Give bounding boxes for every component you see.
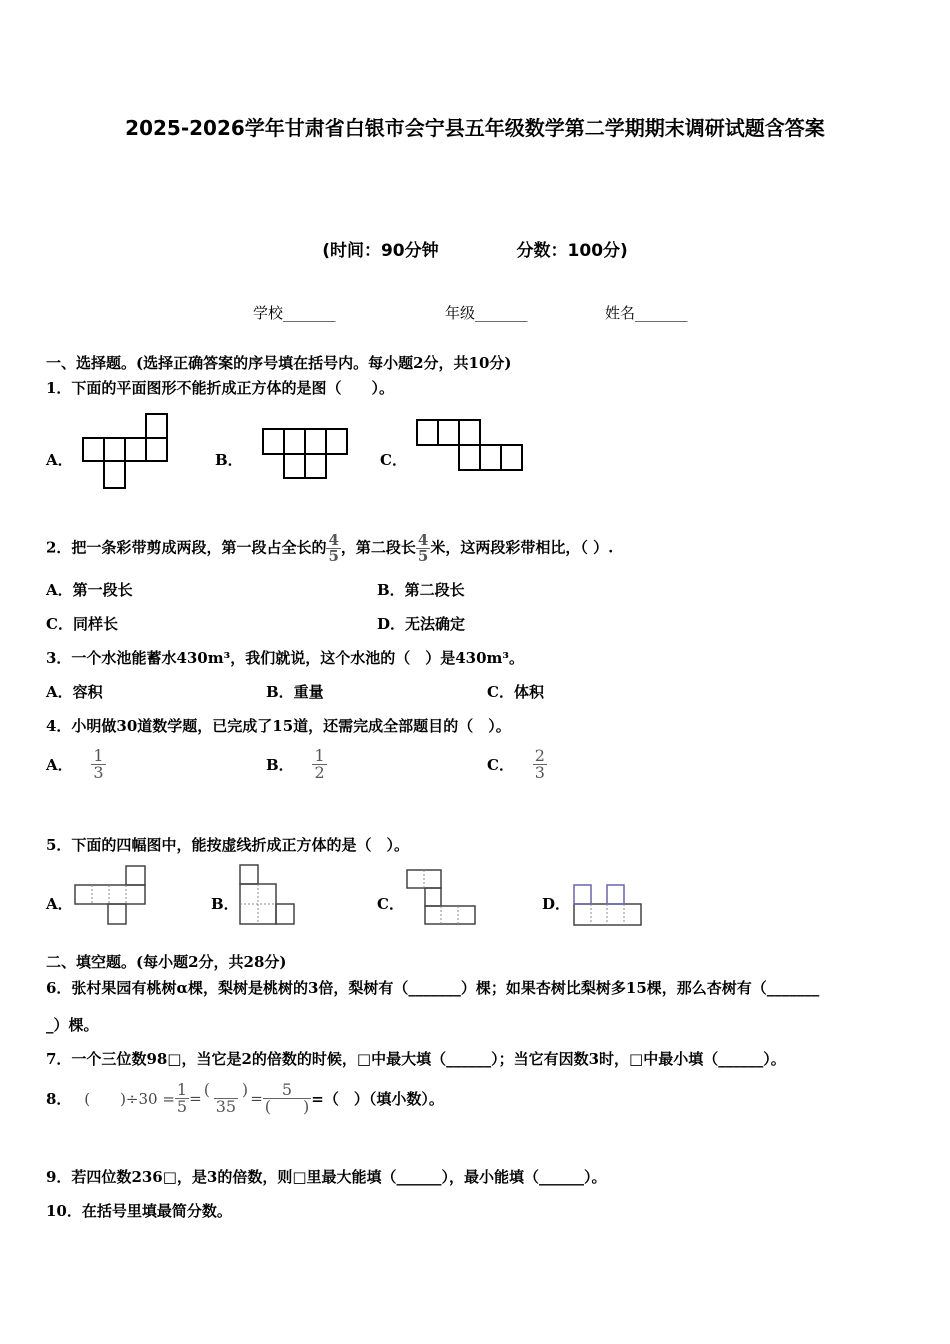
- q5-option-a[interactable]: A．: [46, 895, 73, 913]
- q7-text: 7．一个三位数98□，当它是2的倍数的时候，□中最大填（______）；当它有因数3时，□中最小填（______）。: [46, 1050, 786, 1068]
- q5-option-d[interactable]: D．: [542, 895, 571, 913]
- name-field[interactable]: 姓名_______: [605, 304, 688, 322]
- q4-option-a-fraction: $\frac{1}{3}$: [93, 746, 104, 782]
- exam-info: [0, 236, 950, 261]
- q8-lhs: ( )÷30 =: [84, 1090, 175, 1108]
- q5-option-b[interactable]: B．: [211, 895, 239, 913]
- q6-text-line2: _）棵。: [46, 1016, 99, 1034]
- q5-option-c[interactable]: C．: [377, 895, 404, 913]
- section2-heading: 二、填空题。(每小题2分，共28分): [46, 953, 287, 971]
- q1-option-a[interactable]: A．: [46, 451, 73, 469]
- q4-option-c-fraction: $\frac{2}{3}$: [534, 746, 545, 782]
- q2-text: [46, 533, 613, 564]
- q8-fraction-2: $\frac{( )}{35}$: [203, 1080, 249, 1116]
- exam-score: 分数：100分): [516, 241, 628, 261]
- q2-mid: ，第二段长: [340, 538, 416, 557]
- q2-option-c[interactable]: C．同样长: [46, 615, 118, 633]
- school-field[interactable]: 学校_______: [253, 304, 336, 322]
- q5-net-b: [239, 864, 297, 928]
- q4-option-b-fraction: $\frac{1}{2}$: [314, 746, 325, 782]
- q3-text: 3．一个水池能蓄水430m³，我们就说，这个水池的（ ）是430m³。: [46, 649, 524, 667]
- q4-option-a-label: A．: [46, 756, 73, 774]
- q8-fraction-3: $\frac{5}{( )}$: [264, 1080, 310, 1116]
- q8-equals-2: =: [250, 1089, 263, 1108]
- section1-heading: 一、选择题。(选择正确答案的序号填在括号内。每小题2分，共10分): [46, 354, 512, 372]
- q2-option-d[interactable]: D．无法确定: [377, 615, 466, 633]
- q5-net-d: [573, 882, 645, 928]
- q2-pre: 2．把一条彩带剪成两段，第一段占全长的: [46, 538, 327, 557]
- q9-text: 9．若四位数236□，是3的倍数，则□里最大能填（______），最小能填（______）。: [46, 1168, 607, 1186]
- q2-fraction-1: $\frac{4}{5}$: [328, 531, 339, 565]
- q5-text: 5．下面的四幅图中，能按虚线折成正方体的是（ ）。: [46, 836, 409, 854]
- q4-option-b-label: B．: [266, 756, 294, 774]
- q4-text: 4．小明做30道数学题，已完成了15道，还需完成全部题目的（ ）。: [46, 717, 511, 735]
- q1-option-b[interactable]: B．: [215, 451, 243, 469]
- q8-tail: =（ ）（填小数）。: [311, 1090, 444, 1108]
- q4-option-a[interactable]: [46, 748, 106, 781]
- q8-label: 8．: [46, 1090, 72, 1108]
- q10-text: 10．在括号里填最简分数。: [46, 1202, 232, 1220]
- q6-text-line1: 6．张村果园有桃树α棵，梨树是桃树的3倍，梨树有（_______）棵；如果杏树比梨树多15棵，那么杏树有（_______: [46, 979, 820, 997]
- q4-option-b[interactable]: [266, 748, 327, 781]
- q8-equals-1: =: [189, 1089, 202, 1108]
- q4-option-c[interactable]: [487, 748, 547, 781]
- q1-net-b: [262, 428, 352, 484]
- q1-option-c[interactable]: C．: [380, 451, 407, 469]
- q3-option-b[interactable]: B．重量: [266, 683, 324, 701]
- q8-text: [46, 1082, 444, 1115]
- q4-option-c-label: C．: [487, 756, 514, 774]
- q3-option-a[interactable]: A．容积: [46, 683, 103, 701]
- q3-option-c[interactable]: C．体积: [487, 683, 544, 701]
- q1-text: 1．下面的平面图形不能折成正方体的是图（ ）。: [46, 379, 394, 397]
- q2-post: 米，这两段彩带相比，（ ）.: [430, 538, 614, 557]
- q8-fraction-1: $\frac{1}{5}$: [176, 1080, 188, 1116]
- q2-option-a[interactable]: A．第一段长: [46, 581, 133, 599]
- page-title: 2025-2026学年甘肃省白银市会宁县五年级数学第二学期期末调研试题含答案: [125, 116, 825, 140]
- grade-field[interactable]: 年级_______: [445, 304, 528, 322]
- q2-fraction-2: $\frac{4}{5}$: [417, 531, 429, 565]
- q1-net-a: [82, 412, 172, 492]
- q1-net-c: [416, 418, 526, 474]
- exam-time: (时间：90分钟: [322, 241, 439, 261]
- q5-net-c: [406, 869, 478, 927]
- q2-option-b[interactable]: B．第二段长: [377, 581, 465, 599]
- q5-net-a: [74, 865, 149, 927]
